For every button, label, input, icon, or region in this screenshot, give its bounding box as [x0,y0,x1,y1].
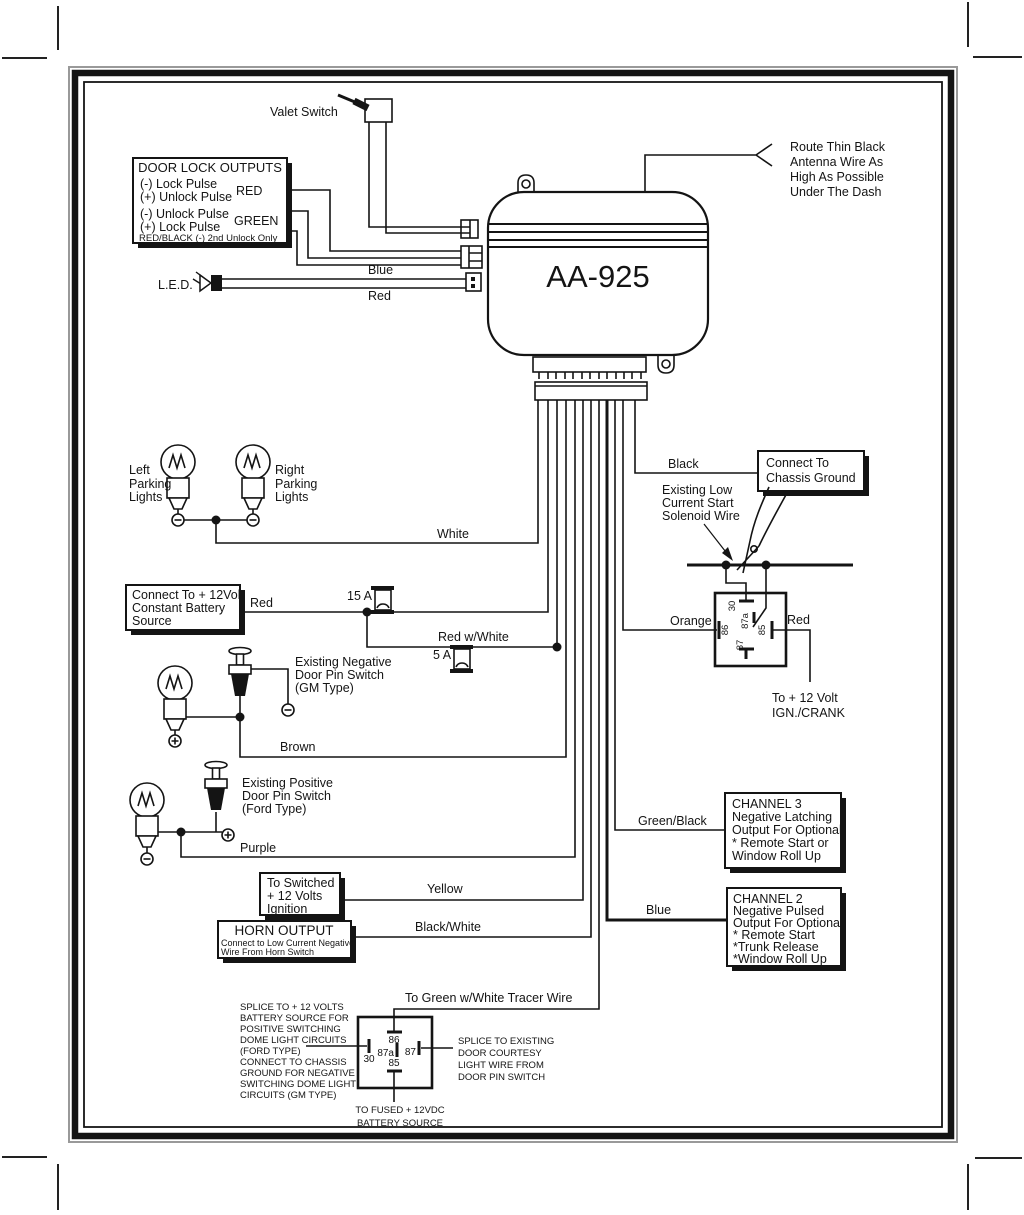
orange-wire-label: Orange [670,614,712,628]
left-parking-label: Lights [129,490,163,504]
led-connector-icon [466,273,481,291]
horn-box-line: Wire From Horn Switch [221,947,315,957]
dome-left-note-line: SWITCHING DOME LIGHT [240,1079,357,1090]
channel2-line: Negative Pulsed [733,904,825,918]
channel2-line: *Window Roll Up [733,952,827,966]
red-white-wire-label: Red w/White [438,630,509,644]
dome-bottom-note-line: BATTERY SOURCE [356,1118,444,1129]
battery-box-line: Source [132,614,172,628]
channel2-line: CHANNEL 2 [733,892,803,906]
dome-left-note-line: CONNECT TO CHASSIS [240,1057,347,1068]
channel2-line: * Remote Start [733,928,815,942]
led-blue-wire-label: Blue [368,263,394,277]
dome-pin-87a-label: 87a [377,1048,394,1059]
unit-pin-header [533,357,646,372]
ign-crank-label: IGN./CRANK [772,706,845,720]
valet-connector-icon [461,220,478,238]
mounting-tab-top-icon [518,175,534,193]
right-parking-label: Right [275,463,305,477]
black-white-wire-label: Black/White [415,920,481,934]
door-lock-connector-icon [461,246,482,268]
door-lock-red-label: RED [236,184,263,198]
junction-dot [363,608,372,617]
dome-left-note-line: SPLICE TO + 12 VOLTS [240,1002,344,1013]
purple-wire-label: Purple [240,841,277,855]
tracer-wire-label: To Green w/White Tracer Wire [405,991,573,1005]
chassis-box-line: Connect To [766,456,830,470]
dome-left-note-line: CIRCUITS (GM TYPE) [240,1090,337,1101]
unit-title: AA-925 [546,259,650,294]
door-lock-line3: (-) Unlock Pulse [140,207,229,221]
horn-box-line: Connect to Low Current Negative [221,938,355,948]
fuse-5a-label: 5 A [433,648,452,662]
channel3-line: Output For Optional [732,823,842,837]
ignition-box-line: To Switched [267,876,335,890]
ignition-box-line: + 12 Volts [267,889,323,903]
valet-switch-body [365,99,392,122]
antenna-note-line: Antenna Wire As [790,155,884,169]
channel3-line: * Remote Start or [732,836,829,850]
gm-switch-label: (GM Type) [295,681,354,695]
dome-left-note-line: POSITIVE SWITCHING [240,1024,341,1035]
battery-box-line: Connect To + 12Volt [132,588,245,602]
dome-right-note-line: DOOR COURTESY [458,1048,542,1059]
solenoid-note-line: Solenoid Wire [662,509,740,523]
channel3-line: Negative Latching [732,810,833,824]
antenna-note-line: Route Thin Black [790,140,885,154]
dome-left-note-line: BATTERY SOURCE FOR [240,1013,349,1024]
right-parking-label: Lights [275,490,309,504]
antenna-note-line: Under The Dash [790,185,882,199]
relay-pin-87-label: 87 [735,639,746,651]
harness-connector [535,382,647,400]
white-wire-label: White [437,527,469,541]
relay-pin-85-label: 85 [757,624,768,636]
left-parking-label: Parking [129,477,172,491]
ign-crank-label: To + 12 Volt [772,691,838,705]
fuse-icon [450,647,473,671]
dome-right-note-line: LIGHT WIRE FROM [458,1060,544,1071]
blue-wire-label: Blue [646,903,672,917]
dome-pin-85-label: 85 [388,1058,400,1069]
left-parking-label: Left [129,463,150,477]
ford-switch-label: (Ford Type) [242,802,307,816]
door-lock-title: DOOR LOCK OUTPUTS [138,160,282,175]
dome-left-note-line: GROUND FOR NEGATIVE [240,1068,355,1079]
dome-right-note-line: SPLICE TO EXISTING [458,1036,555,1047]
antenna-note-line: High As Possible [790,170,884,184]
right-parking-label: Parking [275,477,318,491]
channel3-line: CHANNEL 3 [732,797,802,811]
door-lock-line2: (+) Unlock Pulse [140,190,233,204]
solenoid-note-line: Existing Low [662,483,733,497]
fuse-icon [371,588,394,612]
dome-right-note [458,1036,554,1083]
dome-bottom-note-line: TO FUSED + 12VDC [355,1105,445,1116]
relay-pin-30-label: 30 [727,600,738,612]
ford-switch-label: Door Pin Switch [242,789,331,803]
fuse-15a-label: 15 A [347,589,373,603]
door-lock-note: RED/BLACK (-) 2nd Unlock Only [139,233,278,244]
junction-dot [553,643,562,652]
gm-switch-label: Door Pin Switch [295,668,384,682]
ignition-box-line: Ignition [267,902,308,916]
valet-label: Valet Switch [270,105,338,119]
door-lock-line4: (+) Lock Pulse [140,220,221,234]
battery-box-line: Constant Battery [132,601,226,615]
red-wire-label: Red [250,596,273,610]
channel3-line: Window Roll Up [732,849,821,863]
dome-left-note-line: (FORD TYPE) [240,1046,301,1057]
dome-right-note-line: DOOR PIN SWITCH [458,1072,546,1083]
relay-pin-87a-label: 87a [740,613,751,629]
junction-dot [236,713,245,722]
dome-pin-30-label: 30 [363,1054,375,1065]
relay-pin-86-label: 86 [720,624,731,636]
led-red-wire-label: Red [368,289,391,303]
junction-dot [177,828,186,837]
relay-red-wire-label: Red [787,613,810,627]
gm-switch-label: Existing Negative [295,655,392,669]
mounting-tab-bottom-icon [658,355,674,373]
horn-box-title: HORN OUTPUT [234,923,334,938]
junction-dot [212,516,221,525]
brown-wire-label: Brown [280,740,316,754]
dome-pin-87-label: 87 [404,1047,416,1058]
door-lock-green-label: GREEN [234,214,279,228]
green-black-wire-label: Green/Black [638,814,707,828]
dome-pin-86-label: 86 [388,1035,400,1046]
led-label: L.E.D. [158,278,193,292]
ford-switch-label: Existing Positive [242,776,334,790]
door-lock-line1: (-) Lock Pulse [140,177,218,191]
solenoid-note-line: Current Start [662,496,734,510]
black-wire-label: Black [668,457,699,471]
channel2-line: Output For Optional [733,916,843,930]
dome-left-note-line: DOME LIGHT CIRCUITS [240,1035,347,1046]
channel2-line: *Trunk Release [733,940,819,954]
chassis-box-line: Chassis Ground [766,471,856,485]
yellow-wire-label: Yellow [427,882,463,896]
